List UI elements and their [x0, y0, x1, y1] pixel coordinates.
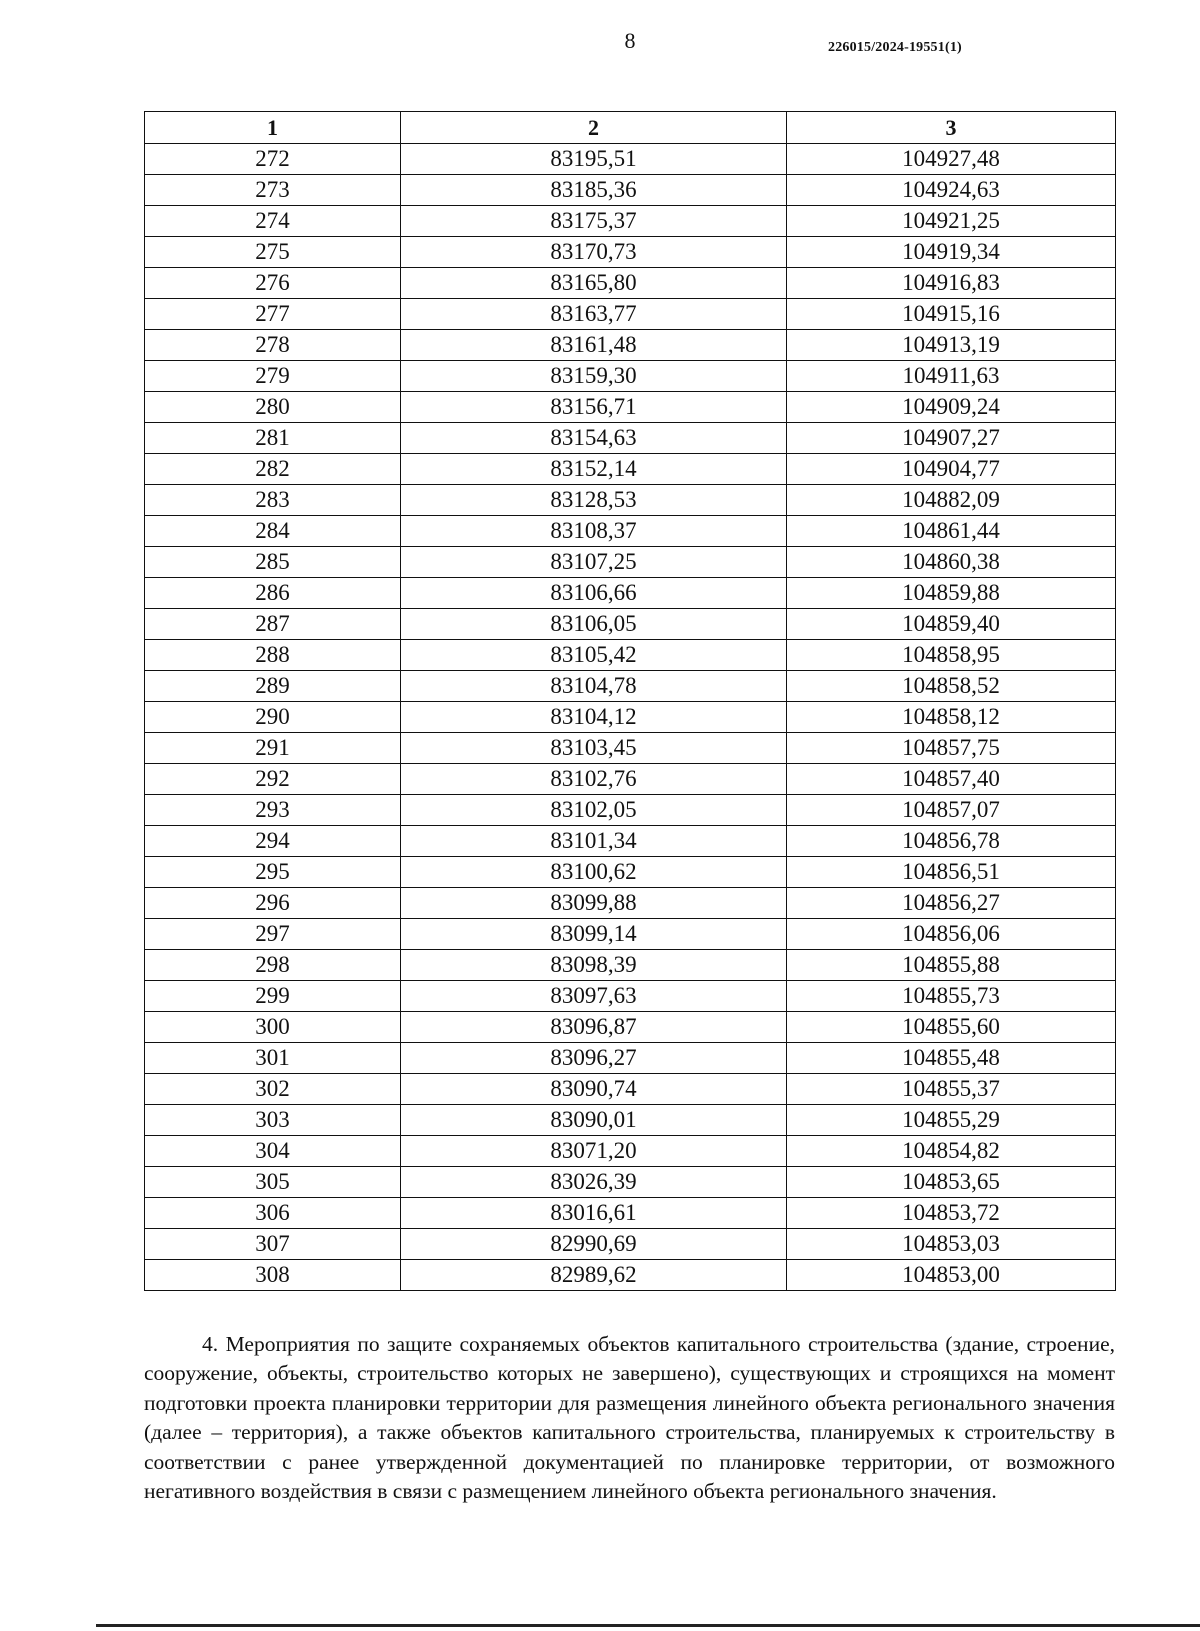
y-coordinate-cell: 104853,03 — [787, 1229, 1116, 1260]
point-number-cell: 297 — [145, 919, 401, 950]
x-coordinate-cell: 83159,30 — [401, 361, 787, 392]
table-row — [145, 609, 1116, 640]
table-row — [145, 950, 1116, 981]
x-coordinate-cell: 83152,14 — [401, 454, 787, 485]
point-number-cell: 278 — [145, 330, 401, 361]
table-row — [145, 981, 1116, 1012]
y-coordinate-cell: 104859,88 — [787, 578, 1116, 609]
point-number-cell: 285 — [145, 547, 401, 578]
y-coordinate-cell: 104911,63 — [787, 361, 1116, 392]
x-coordinate-cell: 83016,61 — [401, 1198, 787, 1229]
point-number-cell: 289 — [145, 671, 401, 702]
x-coordinate-cell: 83102,05 — [401, 795, 787, 826]
x-coordinate-cell: 83107,25 — [401, 547, 787, 578]
x-coordinate-cell: 83185,36 — [401, 175, 787, 206]
point-number-cell: 296 — [145, 888, 401, 919]
x-coordinate-cell: 83104,78 — [401, 671, 787, 702]
table-row — [145, 640, 1116, 671]
x-coordinate-cell: 83096,27 — [401, 1043, 787, 1074]
table-row — [145, 1229, 1116, 1260]
point-number-cell: 290 — [145, 702, 401, 733]
table-row — [145, 547, 1116, 578]
y-coordinate-cell: 104858,52 — [787, 671, 1116, 702]
y-coordinate-cell: 104855,73 — [787, 981, 1116, 1012]
x-coordinate-cell: 83103,45 — [401, 733, 787, 764]
y-coordinate-cell: 104904,77 — [787, 454, 1116, 485]
table-row — [145, 888, 1116, 919]
x-coordinate-cell: 83097,63 — [401, 981, 787, 1012]
point-number-cell: 287 — [145, 609, 401, 640]
table-row — [145, 144, 1116, 175]
y-coordinate-cell: 104853,00 — [787, 1260, 1116, 1291]
table-row — [145, 516, 1116, 547]
table-row — [145, 1105, 1116, 1136]
table-row — [145, 857, 1116, 888]
x-coordinate-cell: 83156,71 — [401, 392, 787, 423]
table-row — [145, 175, 1116, 206]
y-coordinate-cell: 104856,78 — [787, 826, 1116, 857]
x-coordinate-cell: 83090,74 — [401, 1074, 787, 1105]
table-row — [145, 485, 1116, 516]
x-coordinate-cell: 82990,69 — [401, 1229, 787, 1260]
page-number: 8 — [624, 28, 636, 53]
table-row — [145, 733, 1116, 764]
x-coordinate-cell: 83195,51 — [401, 144, 787, 175]
y-coordinate-cell: 104907,27 — [787, 423, 1116, 454]
point-number-cell: 295 — [145, 857, 401, 888]
table-row — [145, 392, 1116, 423]
y-coordinate-cell: 104855,88 — [787, 950, 1116, 981]
y-coordinate-cell: 104857,07 — [787, 795, 1116, 826]
y-coordinate-cell: 104855,29 — [787, 1105, 1116, 1136]
point-number-cell: 292 — [145, 764, 401, 795]
x-coordinate-cell: 83128,53 — [401, 485, 787, 516]
coordinates-table — [144, 111, 1116, 1291]
point-number-cell: 286 — [145, 578, 401, 609]
y-coordinate-cell: 104861,44 — [787, 516, 1116, 547]
point-number-cell: 291 — [145, 733, 401, 764]
point-number-cell: 272 — [145, 144, 401, 175]
table-header-row — [145, 112, 1116, 144]
point-number-cell: 298 — [145, 950, 401, 981]
table-row — [145, 919, 1116, 950]
x-coordinate-cell: 83090,01 — [401, 1105, 787, 1136]
table-row — [145, 330, 1116, 361]
y-coordinate-cell: 104919,34 — [787, 237, 1116, 268]
point-number-cell: 302 — [145, 1074, 401, 1105]
x-coordinate-cell: 83106,66 — [401, 578, 787, 609]
column-header-point-number: 1 — [145, 112, 401, 144]
table-row — [145, 361, 1116, 392]
point-number-cell: 280 — [145, 392, 401, 423]
x-coordinate-cell: 83104,12 — [401, 702, 787, 733]
column-header-x: 2 — [401, 112, 787, 144]
table-row — [145, 1260, 1116, 1291]
bottom-scan-edge — [96, 1624, 1200, 1627]
point-number-cell: 293 — [145, 795, 401, 826]
x-coordinate-cell: 83106,05 — [401, 609, 787, 640]
y-coordinate-cell: 104857,75 — [787, 733, 1116, 764]
y-coordinate-cell: 104927,48 — [787, 144, 1116, 175]
x-coordinate-cell: 83175,37 — [401, 206, 787, 237]
point-number-cell: 276 — [145, 268, 401, 299]
x-coordinate-cell: 83101,34 — [401, 826, 787, 857]
y-coordinate-cell: 104882,09 — [787, 485, 1116, 516]
point-number-cell: 274 — [145, 206, 401, 237]
x-coordinate-cell: 83161,48 — [401, 330, 787, 361]
point-number-cell: 288 — [145, 640, 401, 671]
y-coordinate-cell: 104915,16 — [787, 299, 1116, 330]
point-number-cell: 277 — [145, 299, 401, 330]
table-row — [145, 237, 1116, 268]
y-coordinate-cell: 104860,38 — [787, 547, 1116, 578]
point-number-cell: 279 — [145, 361, 401, 392]
x-coordinate-cell: 82989,62 — [401, 1260, 787, 1291]
point-number-cell: 283 — [145, 485, 401, 516]
table-row — [145, 826, 1116, 857]
point-number-cell: 307 — [145, 1229, 401, 1260]
point-number-cell: 294 — [145, 826, 401, 857]
table-row — [145, 1074, 1116, 1105]
table-row — [145, 578, 1116, 609]
x-coordinate-cell: 83026,39 — [401, 1167, 787, 1198]
table-row — [145, 1198, 1116, 1229]
point-number-cell: 275 — [145, 237, 401, 268]
y-coordinate-cell: 104916,83 — [787, 268, 1116, 299]
table-body — [145, 144, 1116, 1291]
table-row — [145, 299, 1116, 330]
x-coordinate-cell: 83163,77 — [401, 299, 787, 330]
point-number-cell: 304 — [145, 1136, 401, 1167]
x-coordinate-cell: 83108,37 — [401, 516, 787, 547]
y-coordinate-cell: 104857,40 — [787, 764, 1116, 795]
y-coordinate-cell: 104855,48 — [787, 1043, 1116, 1074]
point-number-cell: 300 — [145, 1012, 401, 1043]
y-coordinate-cell: 104856,51 — [787, 857, 1116, 888]
point-number-cell: 282 — [145, 454, 401, 485]
x-coordinate-cell: 83105,42 — [401, 640, 787, 671]
table-row — [145, 1012, 1116, 1043]
table-row — [145, 1043, 1116, 1074]
point-number-cell: 308 — [145, 1260, 401, 1291]
table-row — [145, 764, 1116, 795]
y-coordinate-cell: 104856,06 — [787, 919, 1116, 950]
y-coordinate-cell: 104856,27 — [787, 888, 1116, 919]
point-number-cell: 273 — [145, 175, 401, 206]
point-number-cell: 303 — [145, 1105, 401, 1136]
y-coordinate-cell: 104853,65 — [787, 1167, 1116, 1198]
y-coordinate-cell: 104858,95 — [787, 640, 1116, 671]
table-row — [145, 671, 1116, 702]
x-coordinate-cell: 83098,39 — [401, 950, 787, 981]
point-number-cell: 305 — [145, 1167, 401, 1198]
y-coordinate-cell: 104858,12 — [787, 702, 1116, 733]
y-coordinate-cell: 104855,37 — [787, 1074, 1116, 1105]
y-coordinate-cell: 104855,60 — [787, 1012, 1116, 1043]
y-coordinate-cell: 104924,63 — [787, 175, 1116, 206]
x-coordinate-cell: 83100,62 — [401, 857, 787, 888]
y-coordinate-cell: 104913,19 — [787, 330, 1116, 361]
table-row — [145, 702, 1116, 733]
table-row — [145, 1167, 1116, 1198]
table-row — [145, 795, 1116, 826]
y-coordinate-cell: 104921,25 — [787, 206, 1116, 237]
point-number-cell: 301 — [145, 1043, 401, 1074]
x-coordinate-cell: 83102,76 — [401, 764, 787, 795]
x-coordinate-cell: 83071,20 — [401, 1136, 787, 1167]
x-coordinate-cell: 83170,73 — [401, 237, 787, 268]
y-coordinate-cell: 104853,72 — [787, 1198, 1116, 1229]
table-row — [145, 206, 1116, 237]
table-row — [145, 1136, 1116, 1167]
column-header-y: 3 — [787, 112, 1116, 144]
y-coordinate-cell: 104859,40 — [787, 609, 1116, 640]
x-coordinate-cell: 83165,80 — [401, 268, 787, 299]
y-coordinate-cell: 104854,82 — [787, 1136, 1116, 1167]
point-number-cell: 284 — [145, 516, 401, 547]
point-number-cell: 299 — [145, 981, 401, 1012]
table-row — [145, 454, 1116, 485]
table-row — [145, 268, 1116, 299]
section-4-paragraph: 4. Мероприятия по защите сохраняемых объектов капитального строительства (здание, строение, сооружение, объекты, строительство которых не завершено), существующих и строящихся на момент подготовки проекта планировки территории для размещения линейного объекта регионального значения (далее – территория), а также объектов капитального строительства, планируемых к строительству в соответствии с ранее утвержденной документацией по планировке территории, от возможного негативного воздействия в связи с размещением линейного объекта регионального значения. — [144, 1332, 1115, 1504]
point-number-cell: 306 — [145, 1198, 401, 1229]
x-coordinate-cell: 83154,63 — [401, 423, 787, 454]
point-number-cell: 281 — [145, 423, 401, 454]
table-row — [145, 423, 1116, 454]
y-coordinate-cell: 104909,24 — [787, 392, 1116, 423]
document-id: 226015/2024-19551(1) — [828, 40, 962, 55]
x-coordinate-cell: 83099,88 — [401, 888, 787, 919]
x-coordinate-cell: 83099,14 — [401, 919, 787, 950]
x-coordinate-cell: 83096,87 — [401, 1012, 787, 1043]
